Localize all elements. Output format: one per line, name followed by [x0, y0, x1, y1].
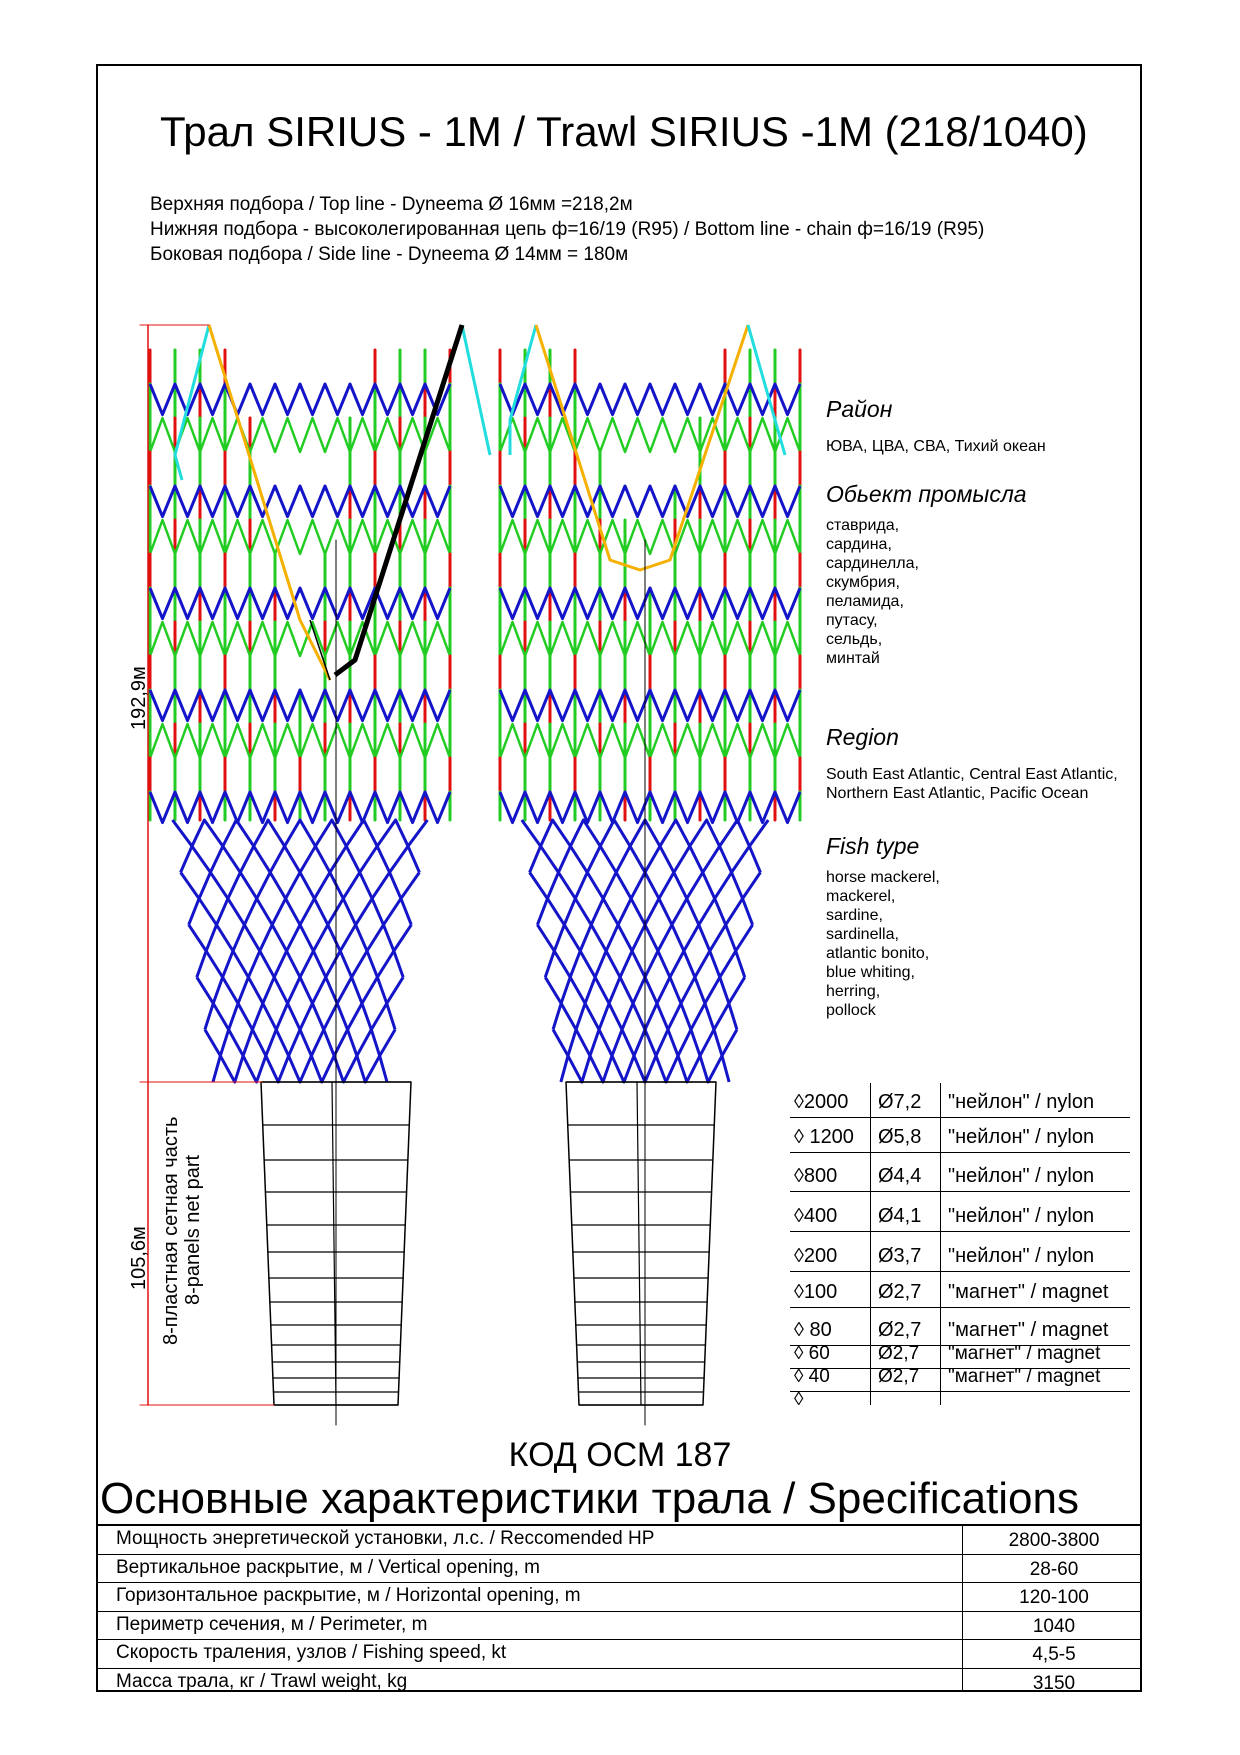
region-en-text [826, 765, 1118, 803]
fish-en-heading: Fish type [826, 833, 920, 859]
mesh-size: ◊800 [794, 1165, 838, 1187]
spec-label: Периметр сечения, м / Perimeter, m [116, 1613, 428, 1635]
mesh-zigzag [500, 384, 800, 415]
table-row [96, 1639, 1142, 1668]
twine-diameter: Ø2,7 [878, 1319, 922, 1341]
mesh-size-table [790, 1083, 1130, 1414]
mesh-zigzag [150, 622, 450, 656]
spec-label: Масса трала, кг / Trawl weight, kg [116, 1670, 408, 1692]
twine-diameter: Ø2,7 [878, 1343, 920, 1364]
region-en-heading: Region [826, 724, 899, 750]
mesh-size: ◊ 1200 [794, 1126, 854, 1148]
list-item: pollock [826, 1002, 876, 1019]
twine-diameter: Ø7,2 [878, 1091, 922, 1113]
twine-diameter: Ø2,7 [878, 1281, 922, 1303]
table-row [790, 1389, 1130, 1414]
mesh-diamond [181, 872, 420, 898]
twine-material: "нейлон" / nylon [948, 1205, 1095, 1227]
list-item: horse mackerel, [826, 869, 940, 886]
fish-en-list [826, 868, 940, 1020]
twine-diameter: Ø2,7 [878, 1366, 920, 1387]
mesh-diamond [173, 820, 428, 846]
fish-en [826, 833, 940, 1020]
spec-value: 3150 [1032, 1672, 1076, 1694]
codend-seam [637, 1082, 641, 1405]
top-line-text: Верхняя подбора / Top line - Dyneema Ø 16мм =218,2м [150, 194, 633, 215]
table-row [790, 1272, 1130, 1308]
mesh-diamond [189, 899, 412, 925]
mesh-zigzag [500, 418, 800, 452]
table-row [790, 1232, 1130, 1272]
table-row [96, 1611, 1142, 1640]
twine-material: "магнет" / magnet [948, 1343, 1101, 1364]
mesh-zigzag [150, 588, 450, 619]
upper-length-label: 192,9м [128, 666, 150, 730]
spec-value: 28-60 [1029, 1558, 1079, 1580]
codend-seam [332, 1082, 336, 1405]
table-row [790, 1153, 1130, 1192]
list-item: минтай [826, 650, 880, 667]
spec-label: Вертикальное раскрытие, м / Vertical opening, m [116, 1556, 540, 1578]
table-row [790, 1366, 1130, 1392]
fish-ru-list [826, 516, 1027, 668]
lower-part-ru-label: 8-пластная сетная часть [160, 1116, 182, 1345]
table-row [96, 1524, 1142, 1554]
mesh-zigzag [150, 384, 450, 415]
lower-part-en-label: 8-panels net part [182, 1154, 204, 1305]
side-line-text: Боковая подбора / Side line - Dyneema Ø 14мм = 180м [150, 244, 629, 265]
list-item: herring, [826, 983, 881, 1000]
mesh-size: ◊ [794, 1389, 804, 1410]
spec-label: Мощность энергетической установки, л.с. / Reccomended HP [116, 1528, 655, 1549]
mesh-diamond [189, 925, 412, 951]
mesh-size: ◊2000 [794, 1091, 849, 1113]
mesh-zigzag [150, 418, 450, 452]
specs-table [96, 1524, 1142, 1696]
list-item: путасу, [826, 612, 878, 629]
mesh-size: ◊200 [794, 1245, 838, 1267]
mesh-diamond [181, 846, 420, 872]
specs-title: Основные характеристики трала / Specifications [100, 1474, 1079, 1523]
twine-material: "магнет" / magnet [948, 1366, 1101, 1387]
mesh-size: ◊100 [794, 1281, 838, 1303]
product-code: КОД ОСМ 187 [508, 1436, 732, 1474]
twine-material: "магнет" / magnet [948, 1319, 1109, 1341]
list-item: blue whiting, [826, 964, 915, 981]
side-rope [462, 325, 490, 455]
twine-material: "нейлон" / nylon [948, 1245, 1095, 1267]
table-divider [870, 1083, 871, 1405]
list-item: ставрида, [826, 517, 900, 534]
twine-material: "нейлон" / nylon [948, 1091, 1095, 1113]
list-item: sardine, [826, 907, 883, 924]
list-item: скумбрия, [826, 574, 900, 591]
rope-lines [140, 325, 785, 1425]
mesh-size: ◊ 80 [794, 1319, 832, 1341]
twine-diameter: Ø5,8 [878, 1126, 922, 1148]
region-ru-text: ЮВА, ЦВА, СВА, Тихий океан [826, 438, 1046, 455]
spec-label: Горизонтальное раскрытие, м / Horizontal opening, m [116, 1585, 581, 1606]
specs-divider [962, 1524, 963, 1690]
mesh-size: ◊ 40 [794, 1366, 830, 1387]
spec-value: 120-100 [1019, 1587, 1089, 1608]
list-item: mackerel, [826, 888, 896, 905]
mesh-diamond [197, 951, 403, 977]
table-row [790, 1192, 1130, 1232]
list-item: сельдь, [826, 631, 883, 648]
bottom-line-text: Нижняя подбора - высоколегированная цепь ф=16/19 (R95) / Bottom line - chain ф=16/19 (R95) [150, 219, 985, 240]
mesh-zigzag [500, 486, 800, 517]
table-divider [940, 1083, 941, 1405]
fish-ru [826, 481, 1027, 668]
list-item: пеламида, [826, 593, 904, 610]
mesh-size: ◊400 [794, 1205, 838, 1227]
mesh-size: ◊ 60 [794, 1343, 830, 1364]
fish-ru-heading: Обьект промысла [826, 481, 1027, 507]
region-en-line: Northern East Atlantic, Pacific Ocean [826, 785, 1089, 802]
region-en-line: South East Atlantic, Central East Atlantic, [826, 766, 1118, 783]
table-row [96, 1668, 1142, 1697]
twine-material: "нейлон" / nylon [948, 1165, 1095, 1187]
table-row [790, 1308, 1130, 1346]
twine-material: "нейлон" / nylon [948, 1126, 1095, 1148]
mesh-zigzag [500, 520, 800, 554]
mesh-diamond [205, 1030, 395, 1056]
list-item: сардина, [826, 536, 892, 553]
twine-diameter: Ø4,1 [878, 1205, 922, 1227]
spec-value: 2800-3800 [1008, 1530, 1100, 1551]
drawing-title: Трал SIRIUS - 1M / Trawl SIRIUS -1M (218/1040) [160, 108, 1088, 155]
region-en [826, 724, 1118, 803]
spec-value: 1040 [1032, 1615, 1076, 1637]
list-item: сардинелла, [826, 555, 919, 572]
list-item: atlantic bonito, [826, 945, 930, 962]
mesh-diamond [213, 1056, 387, 1082]
spec-value: 4,5-5 [1032, 1644, 1076, 1665]
table-row [790, 1083, 1130, 1118]
twine-diameter: Ø3,7 [878, 1245, 922, 1267]
mesh-diamond [205, 1003, 395, 1029]
twine-diameter: Ø4,4 [878, 1165, 922, 1187]
lower-length-label: 105,6м [128, 1226, 150, 1290]
table-row [790, 1118, 1130, 1153]
mesh-zigzag [150, 520, 450, 554]
region-ru-heading: Район [826, 396, 893, 422]
table-row [96, 1554, 1142, 1583]
twine-material: "магнет" / magnet [948, 1281, 1109, 1303]
table-row [96, 1582, 1142, 1611]
spec-label: Скорость траления, узлов / Fishing speed, kt [116, 1642, 507, 1663]
mesh-diamond [197, 977, 403, 1003]
list-item: sardinella, [826, 926, 899, 943]
region-ru [826, 396, 1046, 456]
